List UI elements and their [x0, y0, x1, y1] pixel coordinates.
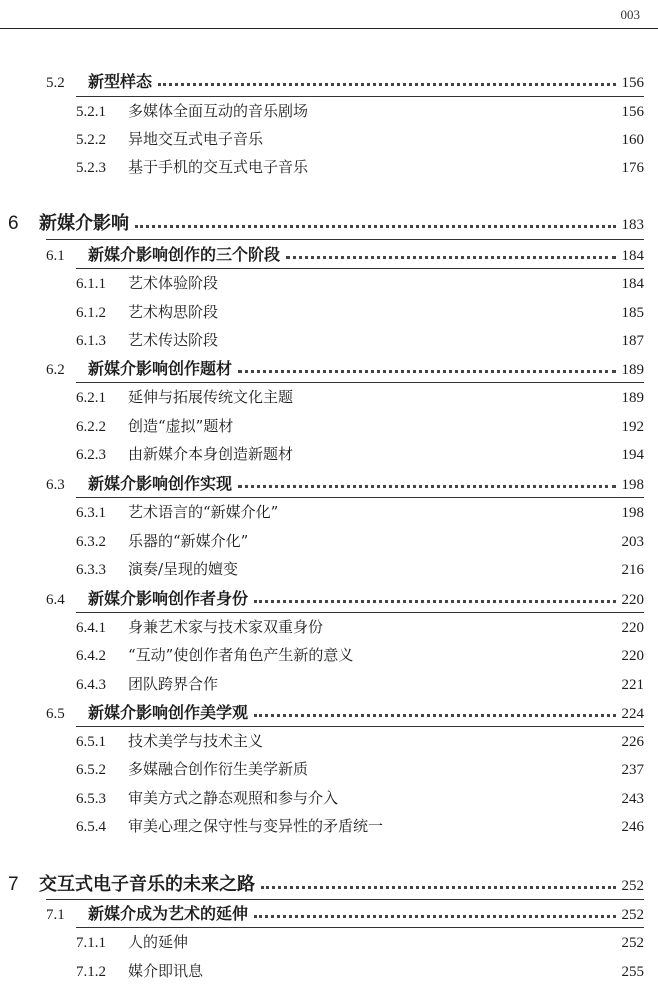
chapter-title: 交互式电子音乐的未来之路: [39, 874, 255, 895]
section-title: 新媒介影响创作题材: [88, 359, 233, 378]
section-number: 6.4: [46, 592, 65, 608]
section-number: 5.2: [46, 75, 65, 91]
toc-section-6-3: [46, 470, 644, 498]
subsection-number: 5.2.1: [76, 104, 106, 120]
section-number: 6.3: [46, 477, 65, 493]
subsection-number: 6.3.1: [76, 505, 106, 521]
toc-section-5-2: [46, 68, 644, 96]
subsection-number: 6.5.3: [76, 791, 106, 807]
dot-leader: [238, 370, 615, 373]
page-ref: 243: [621, 791, 644, 807]
subsection-title: 艺术传达阶段: [128, 331, 219, 349]
chapter-number: 7: [8, 874, 19, 895]
toc-section-7-1: [46, 900, 644, 928]
toc-subsection-6-5-3: [76, 784, 644, 812]
toc-subsection-6-5-4: [76, 812, 644, 840]
chapter-number: 6: [8, 213, 19, 234]
toc-subsection-6-1-1: [76, 269, 644, 297]
subsection-number: 6.2.2: [76, 419, 106, 435]
subsection-title: 延伸与拓展传统文化主题: [128, 388, 294, 406]
page-ref: 224: [621, 706, 644, 722]
page-ref: 220: [621, 620, 644, 636]
toc-subsection-7-1-2: [76, 957, 644, 985]
subsection-title: 身兼艺术家与技术家双重身份: [128, 618, 324, 636]
page-ref: 156: [621, 104, 644, 120]
toc-subsection-5-2-1: [76, 97, 644, 125]
subsection-number: 6.4.3: [76, 677, 106, 693]
page-ref: 198: [621, 505, 644, 521]
page-ref: 252: [621, 907, 644, 923]
dot-leader: [238, 485, 615, 488]
page-ref: 220: [621, 648, 644, 664]
subsection-number: 6.2.1: [76, 390, 106, 406]
page-ref: 255: [621, 964, 644, 980]
section-number: 6.2: [46, 362, 65, 378]
toc-section-6-2: [46, 355, 644, 383]
subsection-number: 7.1.2: [76, 964, 106, 980]
subsection-number: 6.5.4: [76, 819, 106, 835]
subsection-title: 艺术构思阶段: [128, 303, 219, 321]
chapter-underline: [46, 239, 644, 240]
subsection-title: 创造“虚拟”题材: [128, 417, 234, 435]
page-ref: 216: [621, 562, 644, 578]
subsection-number: 6.1.3: [76, 333, 106, 349]
page-ref: 252: [621, 878, 644, 894]
subsection-number: 6.2.3: [76, 447, 106, 463]
toc-subsection-6-2-1: [76, 383, 644, 411]
dot-leader: [254, 915, 615, 918]
toc-subsection-6-1-3: [76, 326, 644, 354]
page-ref: 246: [621, 819, 644, 835]
page-ref: 192: [621, 419, 644, 435]
section-number: 6.5: [46, 706, 65, 722]
subsection-title: 演奏/呈现的嬗变: [128, 560, 239, 578]
dot-leader: [158, 83, 615, 86]
subsection-title: 审美方式之静态观照和参与介入: [128, 789, 339, 807]
subsection-title: 乐器的“新媒介化”: [128, 532, 249, 550]
toc-section-6-1: [46, 241, 644, 269]
subsection-title: 艺术语言的“新媒介化”: [128, 503, 279, 521]
page-ref: 194: [621, 447, 644, 463]
page-ref: 189: [621, 390, 644, 406]
page-ref: 203: [621, 534, 644, 550]
toc-subsection-6-4-3: [76, 670, 644, 698]
subsection-title: 技术美学与技术主义: [128, 732, 264, 750]
page-number: 003: [620, 7, 640, 22]
toc-subsection-5-2-2: [76, 125, 644, 153]
subsection-title: 人的延伸: [128, 933, 189, 951]
header-rule: [0, 28, 658, 29]
toc-subsection-5-2-3: [76, 153, 644, 181]
chapter-title: 新媒介影响: [39, 213, 129, 234]
dot-leader: [261, 886, 616, 889]
subsection-title: 由新媒介本身创造新题材: [128, 445, 294, 463]
section-number: 6.1: [46, 248, 65, 264]
toc-subsection-6-5-1: [76, 727, 644, 755]
subsection-title: 多媒融合创作衍生美学新质: [128, 760, 309, 778]
section-title: 新媒介影响创作实现: [88, 474, 233, 493]
section-title: 新媒介影响创作的三个阶段: [88, 245, 281, 264]
toc-subsection-6-3-2: [76, 527, 644, 555]
subsection-number: 6.4.1: [76, 620, 106, 636]
section-title: 新媒介影响创作者身份: [88, 589, 249, 608]
page-ref: 160: [621, 132, 644, 148]
subsection-title: “互动”使创作者角色产生新的意义: [128, 646, 354, 664]
toc-subsection-6-2-2: [76, 412, 644, 440]
toc-subsection-6-1-2: [76, 298, 644, 326]
subsection-number: 6.1.1: [76, 276, 106, 292]
toc-chapter-7: [8, 871, 644, 899]
dot-leader: [254, 600, 615, 603]
subsection-number: 6.3.3: [76, 562, 106, 578]
page-ref: 252: [621, 935, 644, 951]
section-title: 新媒介影响创作美学观: [88, 703, 249, 722]
dot-leader: [135, 225, 616, 228]
subsection-number: 6.1.2: [76, 305, 106, 321]
subsection-title: 多媒体全面互动的音乐剧场: [128, 102, 309, 120]
toc-subsection-6-3-1: [76, 498, 644, 526]
toc-subsection-6-5-2: [76, 755, 644, 783]
page-ref: 184: [621, 276, 644, 292]
page-ref: 221: [621, 677, 644, 693]
toc-subsection-6-2-3: [76, 440, 644, 468]
dot-leader: [286, 256, 615, 259]
toc-subsection-7-1-1: [76, 928, 644, 956]
toc-subsection-6-4-1: [76, 613, 644, 641]
subsection-number: 6.4.2: [76, 648, 106, 664]
subsection-number: 6.5.1: [76, 734, 106, 750]
section-number: 7.1: [46, 907, 65, 923]
page-ref: 176: [621, 160, 644, 176]
page-ref: 220: [621, 592, 644, 608]
subsection-title: 团队跨界合作: [128, 675, 219, 693]
subsection-title: 艺术体验阶段: [128, 274, 219, 292]
subsection-number: 5.2.2: [76, 132, 106, 148]
page-ref: 237: [621, 762, 644, 778]
toc-subsection-6-4-2: [76, 641, 644, 669]
section-title: 新型样态: [88, 72, 153, 91]
subsection-title: 基于手机的交互式电子音乐: [128, 158, 309, 176]
section-title: 新媒介成为艺术的延伸: [88, 904, 249, 923]
page-ref: 184: [621, 248, 644, 264]
page-ref: 183: [621, 217, 644, 233]
toc-subsection-6-3-3: [76, 555, 644, 583]
toc-section-6-5: [46, 699, 644, 727]
toc-chapter-6: [8, 210, 644, 238]
page-ref: 198: [621, 477, 644, 493]
subsection-title: 异地交互式电子音乐: [128, 130, 264, 148]
subsection-number: 6.3.2: [76, 534, 106, 550]
subsection-title: 审美心理之保守性与变异性的矛盾统一: [128, 817, 384, 835]
page-ref: 187: [621, 333, 644, 349]
page-ref: 189: [621, 362, 644, 378]
subsection-number: 5.2.3: [76, 160, 106, 176]
page-ref: 185: [621, 305, 644, 321]
subsection-title: 媒介即讯息: [128, 962, 204, 980]
subsection-number: 7.1.1: [76, 935, 106, 951]
toc-section-6-4: [46, 585, 644, 613]
subsection-number: 6.5.2: [76, 762, 106, 778]
page-ref: 156: [621, 75, 644, 91]
dot-leader: [254, 714, 615, 717]
page-ref: 226: [621, 734, 644, 750]
